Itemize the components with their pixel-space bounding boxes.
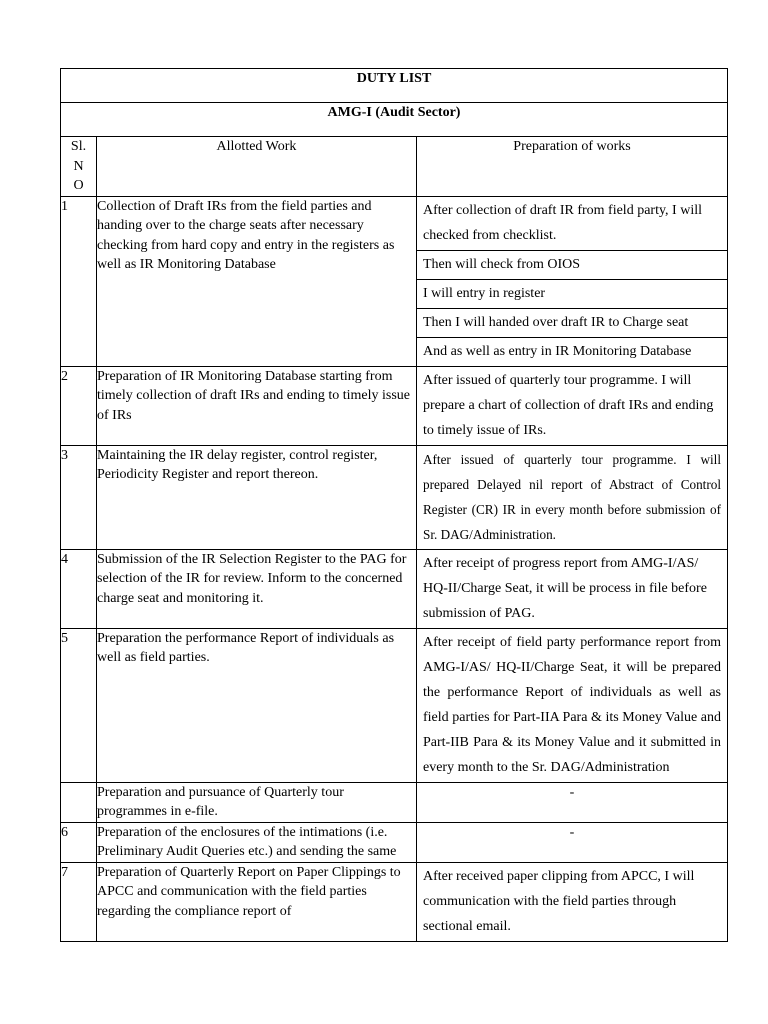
row-preparation: - (417, 822, 728, 862)
header-preparation-of-works: Preparation of works (417, 137, 728, 197)
row-allotted-work: Preparation of Quarterly Report on Paper Clippings to APCC and communication with the field parties regarding the compliance report of (97, 862, 417, 941)
row-preparation: - (417, 782, 728, 822)
header-sl-no-text: Sl. N O (70, 139, 87, 193)
row-sl-no: 1 (61, 196, 97, 366)
document-title: DUTY LIST (61, 69, 728, 103)
row-preparation (417, 628, 728, 782)
preparation-text: After receipt of progress report from AMG-I/AS/ HQ-II/Charge Seat, it will be process in file before submission of PAG. (423, 555, 707, 621)
document-subtitle: AMG-I (Audit Sector) (61, 103, 728, 137)
duty-list-table (60, 68, 728, 942)
row-preparation (417, 196, 728, 366)
row-sl-no: 5 (61, 628, 97, 782)
header-sl-no (61, 137, 97, 197)
preparation-step: Then I will handed over draft IR to Charge seat (417, 309, 727, 338)
header-allotted-work: Allotted Work (97, 137, 417, 197)
row-allotted-work: Preparation and pursuance of Quarterly tour programmes in e-file. (97, 782, 417, 822)
row-preparation (417, 445, 728, 549)
title-row (61, 69, 728, 103)
row-sl-no: 4 (61, 549, 97, 628)
row-sl-no: 2 (61, 366, 97, 445)
row-sl-no: 7 (61, 862, 97, 941)
preparation-text: After issued of quarterly tour programme. I will prepared Delayed nil report of Abstract of Control Register (CR) IR in every month before submission of Sr. DAG/Administration. (423, 451, 721, 542)
table-row (61, 549, 728, 628)
row-allotted-work: Submission of the IR Selection Register to the PAG for selection of the IR for review. Inform to the concerned charge seat and monitoring it. (97, 549, 417, 628)
table-row (61, 196, 728, 366)
row-allotted-work: Maintaining the IR delay register, control register, Periodicity Register and report thereon. (97, 445, 417, 549)
row-preparation (417, 862, 728, 941)
preparation-step: Then will check from OIOS (417, 251, 727, 280)
row-allotted-work: Preparation the performance Report of individuals as well as field parties. (97, 628, 417, 782)
preparation-step: After collection of draft IR from field party, I will checked from checklist. (417, 197, 727, 251)
row-preparation (417, 366, 728, 445)
row-allotted-work: Preparation of IR Monitoring Database starting from timely collection of draft IRs and ending to timely issue of IRs (97, 366, 417, 445)
table-row (61, 862, 728, 941)
table-row (61, 628, 728, 782)
preparation-step: And as well as entry in IR Monitoring Database (423, 343, 692, 359)
row-allotted-work: Preparation of the enclosures of the intimations (i.e. Preliminary Audit Queries etc.) and sending the same (97, 822, 417, 862)
table-row (61, 445, 728, 549)
row-preparation (417, 549, 728, 628)
row-sl-no: 6 (61, 822, 97, 862)
table-row (61, 782, 728, 822)
table-row (61, 822, 728, 862)
preparation-text: After received paper clipping from APCC, I will communication with the field parties through sectional email. (423, 868, 695, 934)
subtitle-row (61, 103, 728, 137)
table-row (61, 366, 728, 445)
row-allotted-work: Collection of Draft IRs from the field parties and handing over to the charge seats after necessary checking from hard copy and entry in the registers as well as IR Monitoring Database (97, 196, 417, 366)
preparation-text: After receipt of field party performance report from AMG-I/AS/ HQ-II/Charge Seat, it will be prepared the performance Report of individuals as well as field parties for Part-IIA Para & its Money Value and Part-IIB Para & its Money Value and it submitted in every month to the Sr. DAG/Administration (423, 634, 721, 775)
preparation-step: I will entry in register (417, 280, 727, 309)
row-sl-no: 3 (61, 445, 97, 549)
preparation-text: After issued of quarterly tour programme. I will prepare a chart of collection of draft IRs and ending to timely issue of IRs. (423, 372, 714, 438)
header-row (61, 137, 728, 197)
row-sl-no (61, 782, 97, 822)
